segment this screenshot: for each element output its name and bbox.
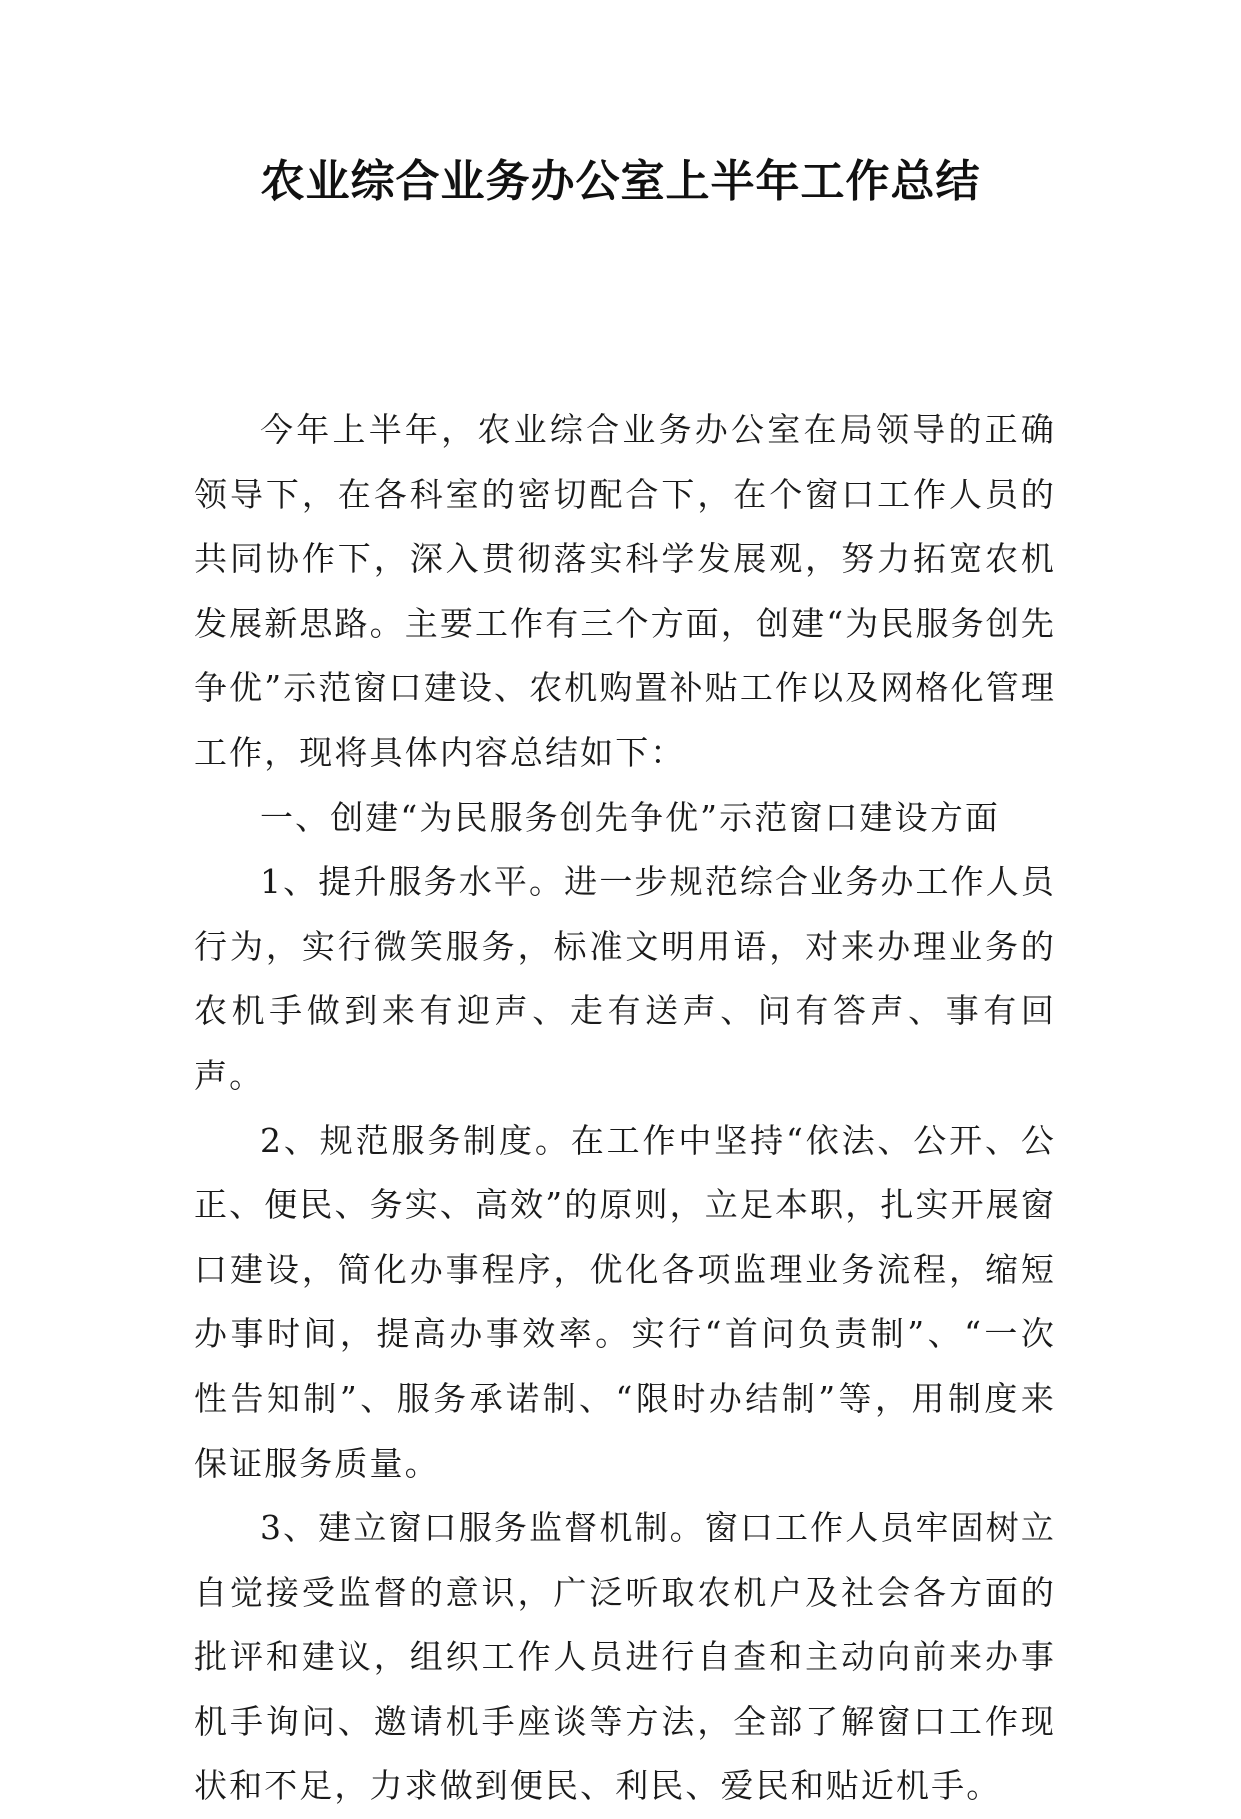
paragraph-item-2: 2、规范服务制度。在工作中坚持“依法、公开、公正、便民、务实、高效”的原则，立足本职，扎实开展窗口建设，简化办事程序，优化各项监理业务流程，缩短办事时间，提高办事效率。实行“首问负责制”、“一次性告知制”、服务承诺制、“限时办结制”等，用制度来保证服务质量。 (194, 1120, 1056, 1483)
paragraph-item-3: 3、建立窗口服务监督机制。窗口工作人员牢固树立自觉接受监督的意识，广泛听取农机户及社会各方面的批评和建议，组织工作人员进行自查和主动向前来办事机手询问、邀请机手座谈等方法，全部了解窗口工作现状和不足，力求做到便民、利民、爱民和贴近机手。 (194, 1508, 1056, 1806)
paragraph-intro: 今年上半年，农业综合业务办公室在局领导的正确领导下，在各科室的密切配合下，在个窗口工作人员的共同协作下，深入贯彻落实科学发展观，努力拓宽农机发展新思路。主要工作有三个方面，创建“为民服务创先争优”示范窗口建设、农机购置补贴工作以及网格化管理工作，现将具体内容总结如下： (194, 410, 1056, 772)
section-heading-1: 一、创建“为民服务创先争优”示范窗口建设方面 (260, 797, 1000, 837)
document-title: 农业综合业务办公室上半年工作总结 (260, 156, 981, 207)
paragraph-item-1: 1、提升服务水平。进一步规范综合业务办工作人员行为，实行微笑服务，标准文明用语，对来办理业务的农机手做到来有迎声、走有送声、问有答声、事有回声。 (194, 862, 1056, 1095)
document-body (194, 398, 1056, 1819)
